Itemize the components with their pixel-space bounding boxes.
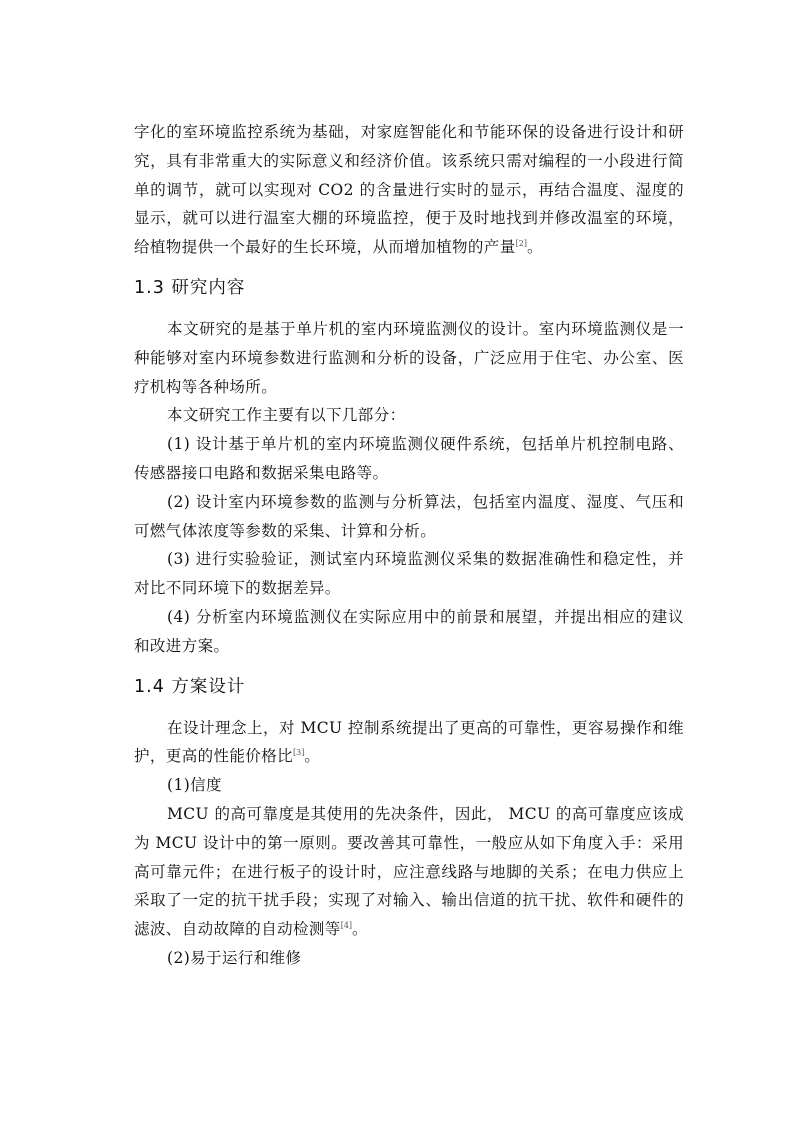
citation-3: [3] xyxy=(293,748,305,758)
research-item-1: (1) 设计基于单片机的室内环境监测仪硬件系统，包括单片机控制电路、传感器接口电路和数据采集电路等。 xyxy=(134,435,684,482)
section14-p2-text: MCU 的高可靠度是其使用的先决条件，因此， MCU 的高可靠度应该成为 MCU 设计中的第一原则。要改善其可靠性，一般应从如下角度入手：采用高可靠元件；在进行板子的设计时，应注意线路与地脚的关系；在电力供应上采取了一定的抗干扰手段；实现了对输入、输出信道的抗干扰、软件和硬件的滤波、自动故障的自动检测等 xyxy=(134,804,684,939)
section13-paragraph-1: 本文研究的是基于单片机的室内环境监测仪的设计。室内环境监测仪是一种能够对室内环境参数进行监测和分析的设备，广泛应用于住宅、办公室、医疗机构等各种场所。 xyxy=(134,319,684,396)
intro-text: 字化的室环境监控系统为基础，对家庭智能化和节能环保的设备进行设计和研究，具有非常重大的实际意义和经济价值。该系统只需对编程的一小段进行简单的调节，就可以实现对 CO2 的含量进行实时的显示，再结合温度、湿度的显示，就可以进行温室大棚的环境监控，便于及时地找到并修改温室的环境，给植物提供一个最好的生长环境，从而增加植物的产量 xyxy=(134,123,684,257)
intro-end: 。 xyxy=(526,238,543,257)
subheading-reliability: (1)信度 xyxy=(167,776,222,795)
section-heading-1-3: 1.3 研究内容 xyxy=(134,277,246,298)
section14-paragraph-1 xyxy=(134,714,684,772)
section14-p2-end: 。 xyxy=(352,920,368,939)
research-item-2: (2) 设计室内环境参数的监测与分析算法，包括室内温度、湿度、气压和可燃气体浓度等参数的采集、计算和分析。 xyxy=(134,492,684,540)
page-content xyxy=(134,118,684,973)
section14-p1-end: 。 xyxy=(304,747,321,766)
section14-paragraph-2 xyxy=(134,800,684,944)
subheading-maintenance: (2)易于运行和维修 xyxy=(167,948,302,967)
citation-2: [2] xyxy=(515,239,527,249)
section14-p1-text: 在设计理念上，对 MCU 控制系统提出了更高的可靠性，更容易操作和维护，更高的性能价格比 xyxy=(134,718,684,766)
research-item-3: (3) 进行实验验证，测试室内环境监测仪采集的数据准确性和稳定性，并对比不同环境下的数据差异。 xyxy=(134,550,684,598)
research-item-4: (4) 分析室内环境监测仪在实际应用中的前景和展望，并提出相应的建议和改进方案。 xyxy=(134,607,684,655)
citation-4: [4] xyxy=(340,920,353,930)
section-heading-1-4: 1.4 方案设计 xyxy=(134,676,246,697)
intro-paragraph xyxy=(134,118,684,262)
section13-paragraph-2: 本文研究工作主要有以下几部分： xyxy=(167,406,406,425)
